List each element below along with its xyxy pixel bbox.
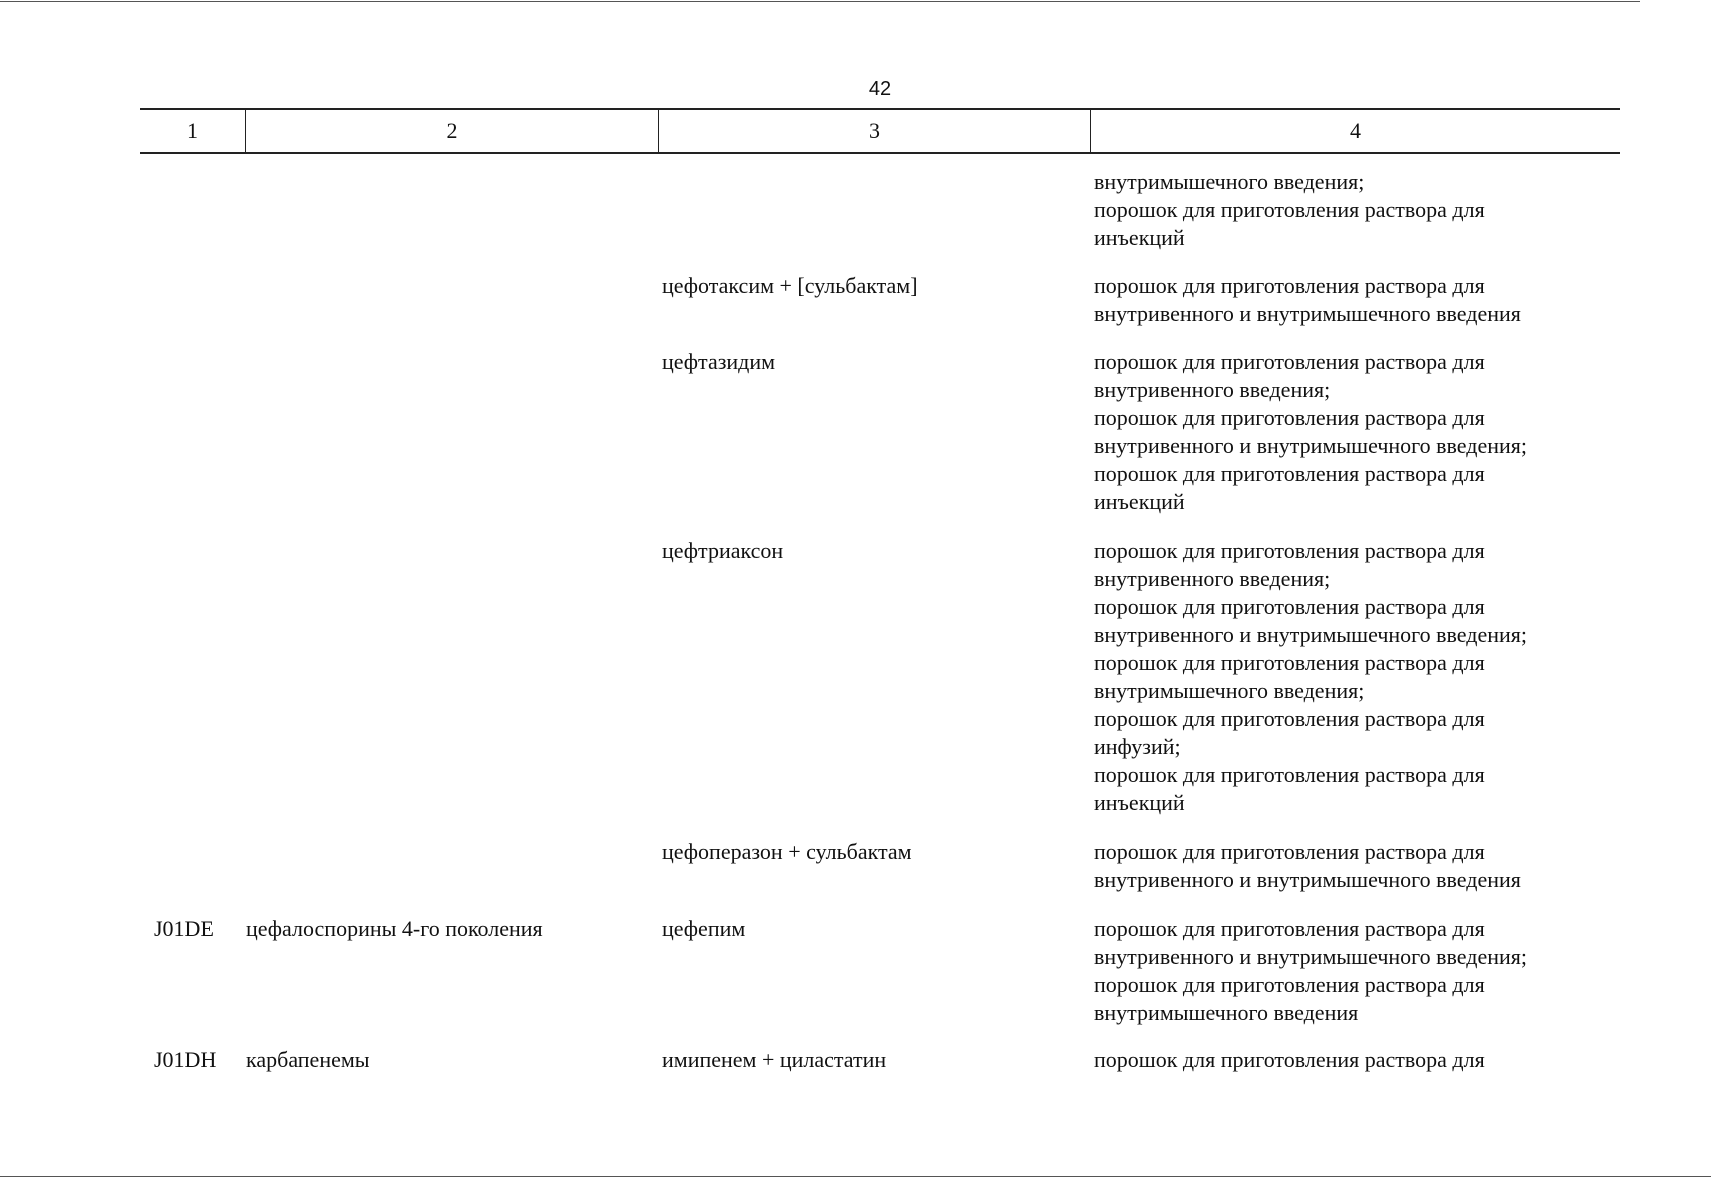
header-cell-2: 2 <box>245 110 658 152</box>
group-name: карбапенемы <box>246 1047 370 1072</box>
form-line: порошок для приготовления раствора для <box>1094 594 1485 619</box>
dosage-forms <box>1094 838 1614 894</box>
drug-name: цефотаксим + [сульбактам] <box>662 273 918 298</box>
form-line: внутривенного и внутримышечного введения <box>1094 301 1521 326</box>
form-line: внутривенного и внутримышечного введения; <box>1094 944 1527 969</box>
dosage-forms <box>1094 348 1614 516</box>
group-name: цефалоспорины 4-го поколения <box>246 916 543 941</box>
atc-code: J01DH <box>154 1047 217 1072</box>
form-line: внутривенного и внутримышечного введения; <box>1094 433 1527 458</box>
form-line: внутримышечного введения <box>1094 1000 1359 1025</box>
drug-name: цефоперазон + сульбактам <box>662 839 912 864</box>
form-line: порошок для приготовления раствора для <box>1094 650 1485 675</box>
dosage-forms <box>1094 272 1614 328</box>
form-line: порошок для приготовления раствора для <box>1094 762 1485 787</box>
form-line: порошок для приготовления раствора для <box>1094 1047 1485 1072</box>
form-line: порошок для приготовления раствора для <box>1094 405 1485 430</box>
dosage-forms <box>1094 537 1614 817</box>
form-line: внутримышечного введения; <box>1094 169 1365 194</box>
scan-edge-top <box>0 1 1640 2</box>
drug-name: имипенем + циластатин <box>662 1047 887 1072</box>
atc-code: J01DE <box>154 916 214 941</box>
page-number: 42 <box>868 78 892 100</box>
form-line: порошок для приготовления раствора для <box>1094 538 1485 563</box>
form-line: порошок для приготовления раствора для <box>1094 706 1485 731</box>
form-line: порошок для приготовления раствора для <box>1094 972 1485 997</box>
header-cell-3: 3 <box>658 110 1090 152</box>
form-line: внутримышечного введения; <box>1094 678 1365 703</box>
form-line: порошок для приготовления раствора для <box>1094 349 1485 374</box>
drug-name: цефтазидим <box>662 349 776 374</box>
form-line: порошок для приготовления раствора для <box>1094 461 1485 486</box>
dosage-forms <box>1094 915 1614 1027</box>
dosage-forms <box>1094 1046 1614 1074</box>
form-line: порошок для приготовления раствора для <box>1094 197 1485 222</box>
form-line: порошок для приготовления раствора для <box>1094 273 1485 298</box>
form-line: порошок для приготовления раствора для <box>1094 839 1485 864</box>
form-line: инфузий; <box>1094 734 1181 759</box>
table-header <box>140 108 1620 154</box>
form-line: инъекций <box>1094 790 1185 815</box>
scan-edge-bottom <box>0 1176 1711 1177</box>
drug-name: цефепим <box>662 916 746 941</box>
form-line: порошок для приготовления раствора для <box>1094 916 1485 941</box>
form-line: инъекций <box>1094 489 1185 514</box>
drug-name: цефтриаксон <box>662 538 784 563</box>
form-line: внутривенного и внутримышечного введения; <box>1094 622 1527 647</box>
header-cell-1: 1 <box>187 118 198 143</box>
form-line: внутривенного введения; <box>1094 377 1331 402</box>
header-cell-4: 4 <box>1090 110 1620 152</box>
form-line: инъекций <box>1094 225 1185 250</box>
dosage-forms <box>1094 168 1614 252</box>
form-line: внутривенного введения; <box>1094 566 1331 591</box>
form-line: внутривенного и внутримышечного введения <box>1094 867 1521 892</box>
